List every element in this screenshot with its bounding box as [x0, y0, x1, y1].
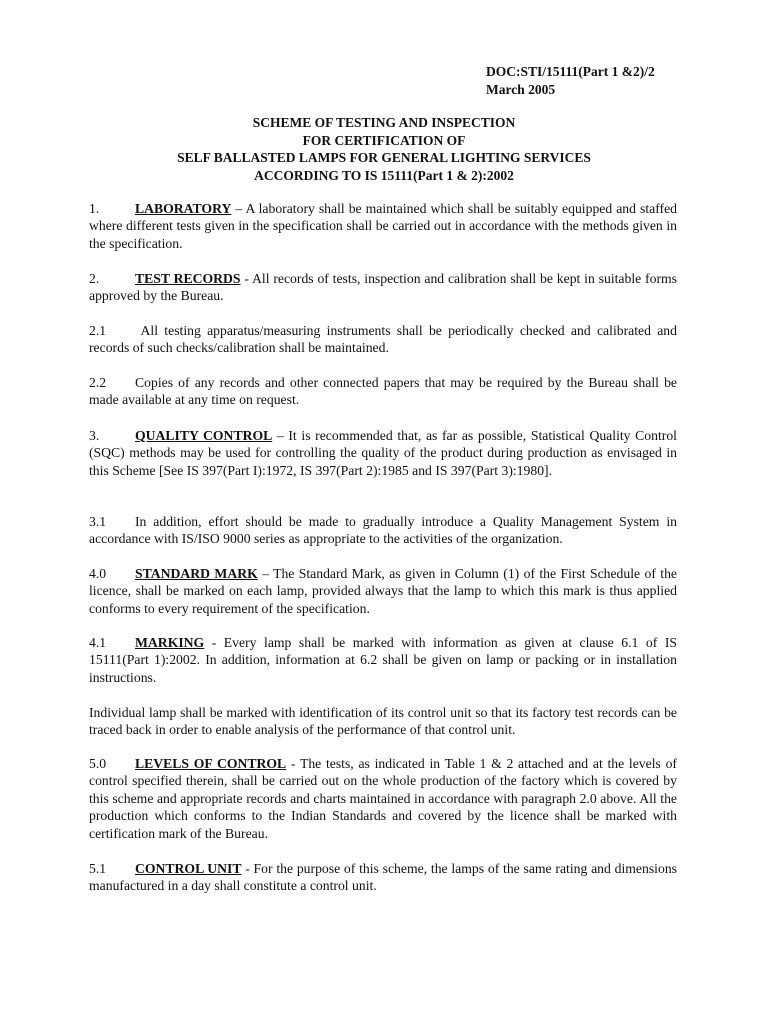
section-number: 2.: [89, 271, 100, 286]
section-text: Individual lamp shall be marked with identification of its control unit so that its factory test records can be traced back in order to enable analysis of the performance of that control unit.: [89, 705, 677, 738]
section-number: 5.1: [89, 861, 107, 876]
section-3-1: [89, 513, 677, 548]
section-text: All testing apparatus/measuring instruments shall be periodically checked and calibrated and records of such checks/calibration shall be maintained.: [89, 323, 677, 356]
section-number: 1.: [89, 201, 100, 216]
section-number: 3.: [89, 428, 100, 443]
doc-number: DOC:STI/15111(Part 1 &2)/2: [486, 64, 655, 79]
section-2-1: [89, 322, 677, 357]
section-heading: QUALITY CONTROL: [135, 428, 273, 443]
section-heading: LABORATORY: [135, 201, 232, 216]
section-text: - Every lamp shall be marked with information as given at clause 6.1 of IS 15111(Part 1):2002. In addition, information at 6.2 shall be given on lamp or packing or in installation instructions.: [89, 635, 677, 685]
title-line-3: SELF BALLASTED LAMPS FOR GENERAL LIGHTING SERVICES: [177, 150, 591, 165]
section-heading: LEVELS OF CONTROL: [135, 756, 287, 771]
section-number: 4.0: [89, 566, 107, 581]
section-number: 5.0: [89, 756, 107, 771]
section-laboratory: [89, 200, 677, 252]
title-line-1: SCHEME OF TESTING AND INSPECTION: [252, 115, 516, 130]
section-text: – It is recommended that, as far as possible, Statistical Quality Control (SQC) methods may be used for controlling the quality of the product during production as envisaged in this Scheme [See IS 397(Part I):1972, IS 397(Part 2):1985 and IS 397(Part 3):1980].: [89, 428, 677, 478]
title-line-4: ACCORDING TO IS 15111(Part 1 & 2):2002: [254, 167, 514, 183]
section-text: Copies of any records and other connected papers that may be required by the Bureau shall be made available at any time on request.: [89, 375, 677, 408]
section-text: – The Standard Mark, as given in Column (1) of the First Schedule of the licence, shall be marked on each lamp, provided always that the lamp to which this mark is thus applied conforms to every requirement of the specification.: [89, 566, 677, 616]
document-title: [0, 114, 768, 184]
doc-date: March 2005: [486, 82, 556, 97]
section-2-2: [89, 374, 677, 409]
section-text: - For the purpose of this scheme, the lamps of the same rating and dimensions manufactured in a day shall constitute a control unit.: [89, 861, 677, 894]
section-number: 2.1: [89, 323, 107, 338]
section-heading: TEST RECORDS: [135, 271, 241, 286]
section-heading: STANDARD MARK: [135, 566, 258, 581]
section-standard-mark: [89, 565, 677, 617]
section-quality-control: [89, 427, 677, 479]
section-control-unit: [89, 860, 677, 895]
section-number: 4.1: [89, 635, 107, 650]
section-text: - The tests, as indicated in Table 1 & 2 attached and at the levels of control specified therein, shall be carried out on the whole production of the factory which is covered by this scheme and appropriate records and charts maintained in accordance with paragraph 2.0 above. All the production which conforms to the Indian Standards and covered by the licence shall be marked with certification mark of the Bureau.: [89, 756, 677, 841]
section-test-records: [89, 270, 677, 305]
section-marking: [89, 634, 677, 686]
section-heading: MARKING: [135, 635, 205, 650]
section-text: – A laboratory shall be maintained which shall be suitably equipped and staffed where different tests given in the specification shall be carried out in accordance with the methods given in the specification.: [89, 201, 677, 251]
section-number: 3.1: [89, 514, 107, 529]
section-heading: CONTROL UNIT: [135, 861, 242, 876]
document-reference: [486, 63, 655, 99]
section-levels-of-control: [89, 755, 677, 842]
title-line-2: FOR CERTIFICATION OF: [302, 132, 466, 148]
section-text: - All records of tests, inspection and calibration shall be kept in suitable forms approved by the Bureau.: [89, 271, 677, 304]
section-text: In addition, effort should be made to gradually introduce a Quality Management System in accordance with IS/ISO 9000 series as appropriate to the activities of the organization.: [89, 514, 677, 547]
section-number: 2.2: [89, 375, 107, 390]
section-marking-note: [89, 704, 677, 739]
